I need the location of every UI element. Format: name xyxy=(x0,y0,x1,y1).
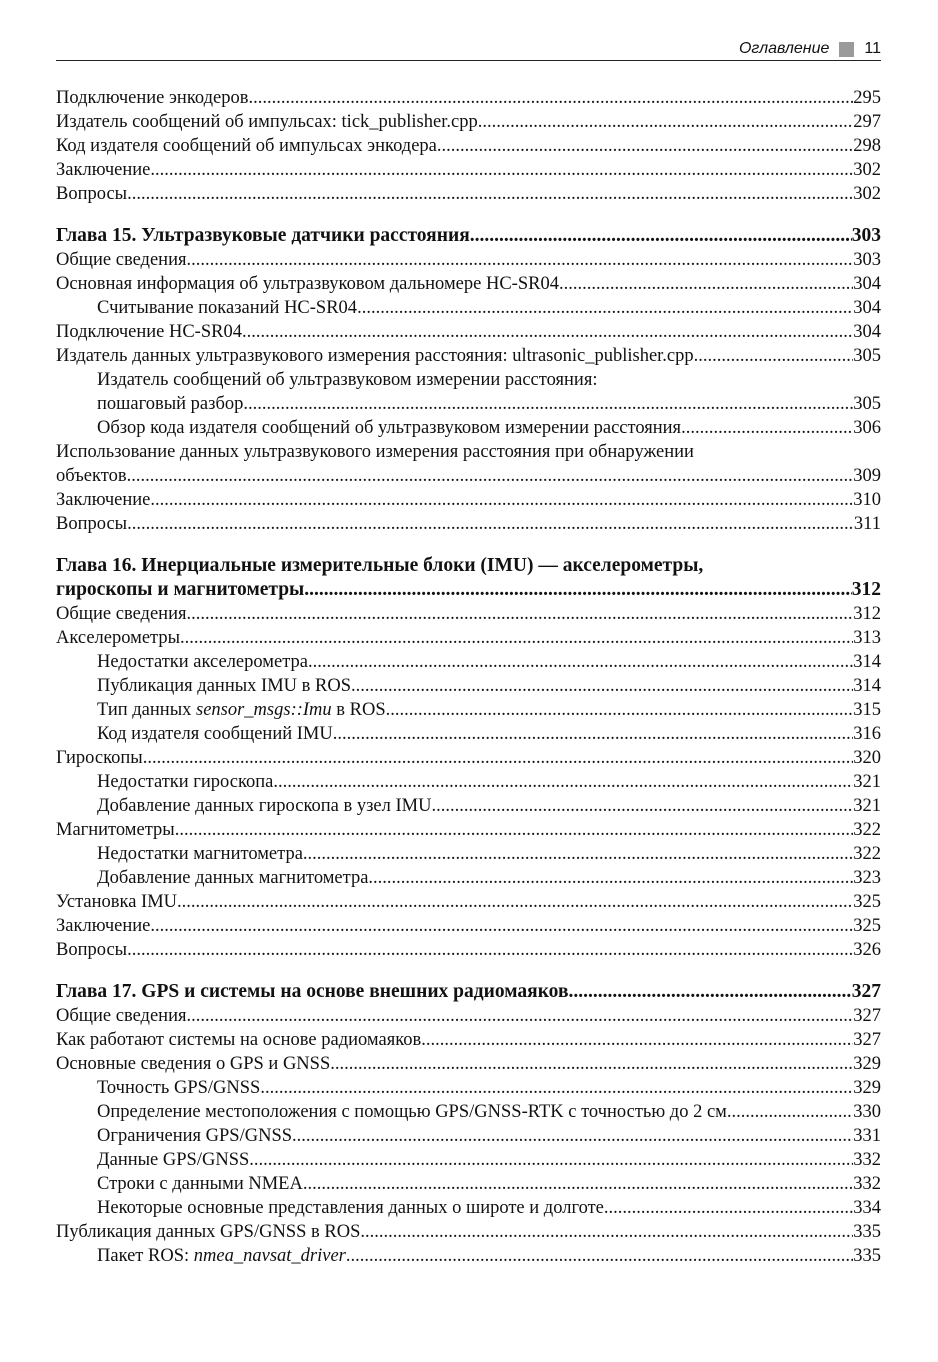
toc-entry-title: Считывание показаний HC-SR04 xyxy=(97,298,358,318)
toc-entry-page: 326 xyxy=(853,940,881,960)
toc-leader-dots xyxy=(150,158,853,182)
toc-entry-title: Код издателя сообщений IMU xyxy=(97,724,333,744)
toc-entry-title: Добавление данных гироскопа в узел IMU xyxy=(97,796,432,816)
toc-entry-page: 314 xyxy=(853,676,881,696)
toc-entry[interactable] xyxy=(56,320,881,344)
toc-entry-title: Общие сведения xyxy=(56,604,187,624)
toc-leader-dots xyxy=(568,980,851,1004)
toc-entry-title: Заключение xyxy=(56,916,151,936)
toc-entry-page: 295 xyxy=(853,88,881,108)
toc-leader-dots xyxy=(242,320,853,344)
toc-entry-page: 304 xyxy=(853,298,881,318)
toc-leader-dots xyxy=(303,842,853,866)
toc-entry-title: Код издателя сообщений об импульсах энкодера xyxy=(56,136,437,156)
toc-entry-title: Публикация данных GPS/GNSS в ROS xyxy=(56,1222,361,1242)
toc-entry-title: Издатель данных ультразвукового измерения расстояния: ultrasonic_publisher.cpp xyxy=(56,346,694,366)
toc-leader-dots xyxy=(357,296,853,320)
toc-entry[interactable] xyxy=(56,938,881,962)
toc-leader-dots xyxy=(127,938,853,962)
toc-entry[interactable] xyxy=(56,914,881,938)
toc-entry-page: 316 xyxy=(853,724,881,744)
toc-entry[interactable] xyxy=(56,746,881,770)
toc-entry-page: 304 xyxy=(853,322,881,342)
toc-entry-title: Недостатки гироскопа xyxy=(97,772,274,792)
toc-entry-page: 321 xyxy=(853,796,881,816)
toc-entry-title: Общие сведения xyxy=(56,1006,187,1026)
toc-leader-dots xyxy=(150,914,853,938)
toc-leader-dots xyxy=(368,866,853,890)
toc-leader-dots xyxy=(127,182,853,206)
toc-leader-dots xyxy=(304,578,851,602)
toc-entry-page: 314 xyxy=(853,652,881,672)
toc-entry[interactable] xyxy=(56,464,881,488)
toc-entry-title: Обзор кода издателя сообщений об ультразвуковом измерении расстояния xyxy=(97,418,682,438)
toc-entry-page: 334 xyxy=(853,1198,881,1218)
toc-entry-page: 306 xyxy=(853,418,881,438)
toc-leader-dots xyxy=(260,1076,853,1100)
toc-subentry[interactable] xyxy=(56,1076,881,1100)
toc-leader-dots xyxy=(303,1172,853,1196)
toc-entry-page: 302 xyxy=(853,160,881,180)
toc-entry-page: 315 xyxy=(853,700,881,720)
toc-leader-dots xyxy=(187,602,854,626)
toc-leader-dots xyxy=(360,1220,853,1244)
toc-entry[interactable] xyxy=(56,272,881,296)
toc-entry-page: 329 xyxy=(853,1054,881,1074)
toc-leader-dots xyxy=(150,488,853,512)
toc-entry-title: Определение местоположения с помощью GPS/GNSS-RTK с точностью до 2 см xyxy=(97,1102,727,1122)
toc-subentry[interactable] xyxy=(56,674,881,698)
toc-entry-title: Данные GPS/GNSS xyxy=(97,1150,250,1170)
toc-subentry[interactable] xyxy=(56,392,881,416)
toc-leader-dots xyxy=(421,1028,853,1052)
toc-entry-title: Заключение xyxy=(56,490,151,510)
toc-subentry[interactable] xyxy=(56,698,881,722)
toc-entry-title: Подключение энкодеров xyxy=(56,88,249,108)
chapter-15-heading[interactable] xyxy=(56,224,881,248)
toc-entry-title: объектов xyxy=(56,466,127,486)
toc-leader-dots xyxy=(248,86,853,110)
toc-leader-dots xyxy=(243,392,853,416)
toc-entry[interactable] xyxy=(56,1004,881,1028)
toc-entry[interactable] xyxy=(56,248,881,272)
toc-subentry[interactable] xyxy=(56,722,881,746)
toc-entry-title: Магнитометры xyxy=(56,820,175,840)
toc-entry-page: 331 xyxy=(853,1126,881,1146)
table-of-contents xyxy=(56,86,881,1268)
toc-subentry-first-line[interactable]: Издатель сообщений об ультразвуковом измерении расстояния: xyxy=(97,370,598,390)
toc-leader-dots xyxy=(273,770,853,794)
header-section-title: Оглавление xyxy=(738,40,830,57)
toc-entry-page: 332 xyxy=(853,1174,881,1194)
toc-leader-dots xyxy=(180,626,853,650)
toc-entry-title-prefix: Тип данных xyxy=(97,700,196,720)
toc-leader-dots xyxy=(478,110,854,134)
toc-entry-page: 325 xyxy=(853,916,881,936)
toc-entry-title-prefix: Пакет ROS: xyxy=(97,1246,194,1266)
toc-entry-title: Общие сведения xyxy=(56,250,187,270)
toc-leader-dots xyxy=(559,272,853,296)
toc-entry-title: пошаговый разбор xyxy=(97,394,244,414)
toc-leader-dots xyxy=(346,1244,853,1268)
toc-entry[interactable] xyxy=(56,626,881,650)
toc-subentry[interactable] xyxy=(56,866,881,890)
toc-leader-dots xyxy=(143,746,854,770)
toc-leader-dots xyxy=(431,794,853,818)
toc-subentry[interactable] xyxy=(56,296,881,320)
toc-entry-title: Как работают системы на основе радиомаяков xyxy=(56,1030,422,1050)
toc-entry-page: 330 xyxy=(853,1102,881,1122)
toc-entry-title: Заключение xyxy=(56,160,151,180)
toc-subentry[interactable] xyxy=(56,416,881,440)
toc-leader-dots xyxy=(175,818,854,842)
toc-entry-title: Подключение HC-SR04 xyxy=(56,322,242,342)
toc-leader-dots xyxy=(694,344,854,368)
toc-entry[interactable] xyxy=(56,182,881,206)
header-square-marker xyxy=(839,42,854,57)
toc-entry-page: 309 xyxy=(853,466,881,486)
toc-subentry[interactable] xyxy=(56,1244,881,1268)
toc-entry-title: Ограничения GPS/GNSS xyxy=(97,1126,293,1146)
toc-entry[interactable] xyxy=(56,818,881,842)
toc-subentry[interactable] xyxy=(56,650,881,674)
toc-entry-page: 327 xyxy=(853,1006,881,1026)
toc-entry[interactable] xyxy=(56,602,881,626)
toc-entry-page: 303 xyxy=(853,250,881,270)
toc-leader-dots xyxy=(127,512,854,536)
toc-entry-page: 335 xyxy=(853,1222,881,1242)
toc-subentry[interactable] xyxy=(56,770,881,794)
toc-entry-page: 312 xyxy=(853,604,881,624)
toc-subentry[interactable] xyxy=(56,1148,881,1172)
toc-entry-page: 332 xyxy=(853,1150,881,1170)
chapter-16-heading[interactable] xyxy=(56,578,881,602)
toc-entry-title: Недостатки акселерометра xyxy=(97,652,308,672)
toc-entry-page: 321 xyxy=(853,772,881,792)
chapter-title: Глава 15. Ультразвуковые датчики расстояния xyxy=(56,225,470,246)
toc-entry-title: Вопросы xyxy=(56,940,128,960)
toc-entry[interactable] xyxy=(56,1052,881,1076)
toc-entry-page: 320 xyxy=(853,748,881,768)
toc-entry-title: Публикация данных IMU в ROS xyxy=(97,676,351,696)
toc-entry-title: Вопросы xyxy=(56,514,128,534)
toc-entry-title: Вопросы xyxy=(56,184,128,204)
toc-leader-dots xyxy=(308,650,853,674)
running-header xyxy=(56,38,881,61)
toc-entry[interactable] xyxy=(56,890,881,914)
chapter-page: 327 xyxy=(851,981,881,1002)
toc-entry-title: Основная информация об ультразвуковом дальномере HC-SR04 xyxy=(56,274,559,294)
toc-leader-dots xyxy=(187,1004,854,1028)
toc-leader-dots xyxy=(177,890,853,914)
toc-subentry[interactable] xyxy=(56,1172,881,1196)
toc-entry-title: Основные сведения о GPS и GNSS xyxy=(56,1054,331,1074)
toc-entry-page: 305 xyxy=(853,394,881,414)
toc-entry[interactable] xyxy=(56,158,881,182)
toc-entry-title-suffix: в ROS xyxy=(331,700,386,720)
toc-leader-dots xyxy=(681,416,853,440)
toc-leader-dots xyxy=(386,698,854,722)
toc-entry-page: 311 xyxy=(853,514,881,534)
toc-leader-dots xyxy=(187,248,854,272)
toc-subentry[interactable] xyxy=(56,842,881,866)
toc-entry-page: 310 xyxy=(853,490,881,510)
toc-leader-dots xyxy=(333,722,854,746)
toc-entry-title-code: sensor_msgs::Imu xyxy=(196,700,332,720)
toc-entry-title: Строки с данными NMEA xyxy=(97,1174,303,1194)
toc-entry[interactable] xyxy=(56,110,881,134)
toc-entry-title: Гироскопы xyxy=(56,748,143,768)
chapter-page: 312 xyxy=(851,579,881,600)
toc-entry-page: 322 xyxy=(853,820,881,840)
toc-entry-title-code: nmea_navsat_driver xyxy=(193,1246,346,1266)
toc-leader-dots xyxy=(470,224,852,248)
toc-entry-title xyxy=(97,1244,346,1268)
toc-entry-page: 302 xyxy=(853,184,881,204)
toc-entry-page: 323 xyxy=(853,868,881,888)
toc-entry-title: Установка IMU xyxy=(56,892,178,912)
toc-entry-page: 298 xyxy=(853,136,881,156)
toc-entry[interactable] xyxy=(56,344,881,368)
toc-entry-page: 305 xyxy=(853,346,881,366)
toc-leader-dots xyxy=(330,1052,853,1076)
toc-entry-page: 329 xyxy=(853,1078,881,1098)
toc-leader-dots xyxy=(727,1100,853,1124)
toc-entry-first-line[interactable]: Использование данных ультразвукового измерения расстояния при обнаружении xyxy=(56,442,694,462)
toc-entry-page: 325 xyxy=(853,892,881,912)
toc-entry-title: Точность GPS/GNSS xyxy=(97,1078,261,1098)
toc-entry[interactable] xyxy=(56,1028,881,1052)
toc-entry-title: Издатель сообщений об импульсах: tick_publisher.cpp xyxy=(56,112,478,132)
toc-entry[interactable] xyxy=(56,512,881,536)
toc-leader-dots xyxy=(127,464,854,488)
toc-leader-dots xyxy=(437,134,853,158)
toc-entry-title: Недостатки магнитометра xyxy=(97,844,303,864)
toc-entry[interactable] xyxy=(56,86,881,110)
toc-entry-page: 322 xyxy=(853,844,881,864)
toc-entry-title: Акселерометры xyxy=(56,628,181,648)
toc-leader-dots xyxy=(292,1124,853,1148)
toc-entry-page: 297 xyxy=(853,112,881,132)
toc-entry-title: Добавление данных магнитометра xyxy=(97,868,369,888)
toc-entry-page: 335 xyxy=(853,1246,881,1266)
toc-entry-page: 327 xyxy=(853,1030,881,1050)
chapter-title: гироскопы и магнитометры xyxy=(56,579,305,600)
toc-leader-dots xyxy=(604,1196,853,1220)
toc-entry[interactable] xyxy=(56,488,881,512)
toc-subentry[interactable] xyxy=(56,1124,881,1148)
chapter-page: 303 xyxy=(851,225,881,246)
chapter-title: Глава 17. GPS и системы на основе внешних радиомаяков xyxy=(56,981,569,1002)
toc-subentry[interactable] xyxy=(56,794,881,818)
toc-subentry[interactable] xyxy=(56,1196,881,1220)
toc-entry-title: Некоторые основные представления данных о широте и долготе xyxy=(97,1198,604,1218)
toc-subentry[interactable] xyxy=(56,1100,881,1124)
toc-entry-page: 313 xyxy=(853,628,881,648)
toc-leader-dots xyxy=(249,1148,853,1172)
chapter-16-heading-first-line[interactable]: Глава 16. Инерциальные измерительные блоки (IMU) — акселерометры, xyxy=(56,555,704,576)
toc-leader-dots xyxy=(351,674,853,698)
toc-entry-title xyxy=(97,698,386,722)
toc-entry-page: 304 xyxy=(853,274,881,294)
header-page-number: 11 xyxy=(864,40,881,57)
toc-entry[interactable] xyxy=(56,134,881,158)
toc-entry[interactable] xyxy=(56,1220,881,1244)
chapter-17-heading[interactable] xyxy=(56,980,881,1004)
